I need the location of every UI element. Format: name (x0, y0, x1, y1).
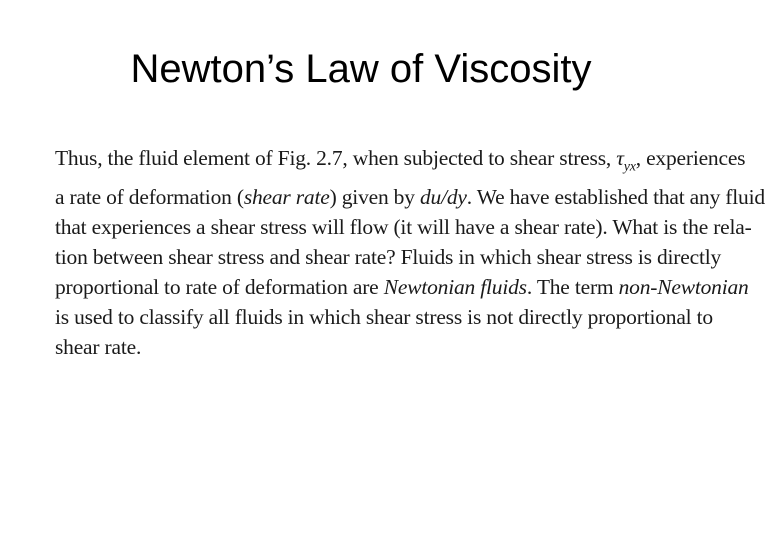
excerpt-line: tion between shear stress and shear rate? Fluids in which shear stress is directly (55, 245, 722, 270)
emphasis-text: du/dy (419, 185, 467, 210)
scanned-excerpt (55, 143, 765, 361)
excerpt-line: proportional to rate of deformation are Newtonian fluids. The term non-Newtonian (55, 275, 749, 300)
subscript-text: yx (623, 159, 636, 175)
emphasis-text: non-Newtonian (618, 275, 749, 300)
emphasis-text: τ (616, 146, 624, 170)
excerpt-line: that experiences a shear stress will flow (it will have a shear rate). What is the rela- (55, 215, 752, 240)
emphasis-text: Newtonian fluids (383, 275, 527, 300)
excerpt-line: shear rate. (55, 335, 142, 360)
emphasis-text: shear rate (243, 185, 330, 210)
excerpt-paragraph (55, 143, 765, 362)
excerpt-line: Thus, the fluid element of Fig. 2.7, when subjected to shear stress, $\tau_{yx}$, experiences (55, 146, 746, 175)
excerpt-line: a rate of deformation (shear rate) given by du/dy. We have established that any fluid (55, 185, 765, 210)
excerpt-line: is used to classify all fluids in which shear stress is not directly proportional to (55, 305, 713, 330)
slide-title: Newton’s Law of Viscosity (130, 47, 592, 91)
